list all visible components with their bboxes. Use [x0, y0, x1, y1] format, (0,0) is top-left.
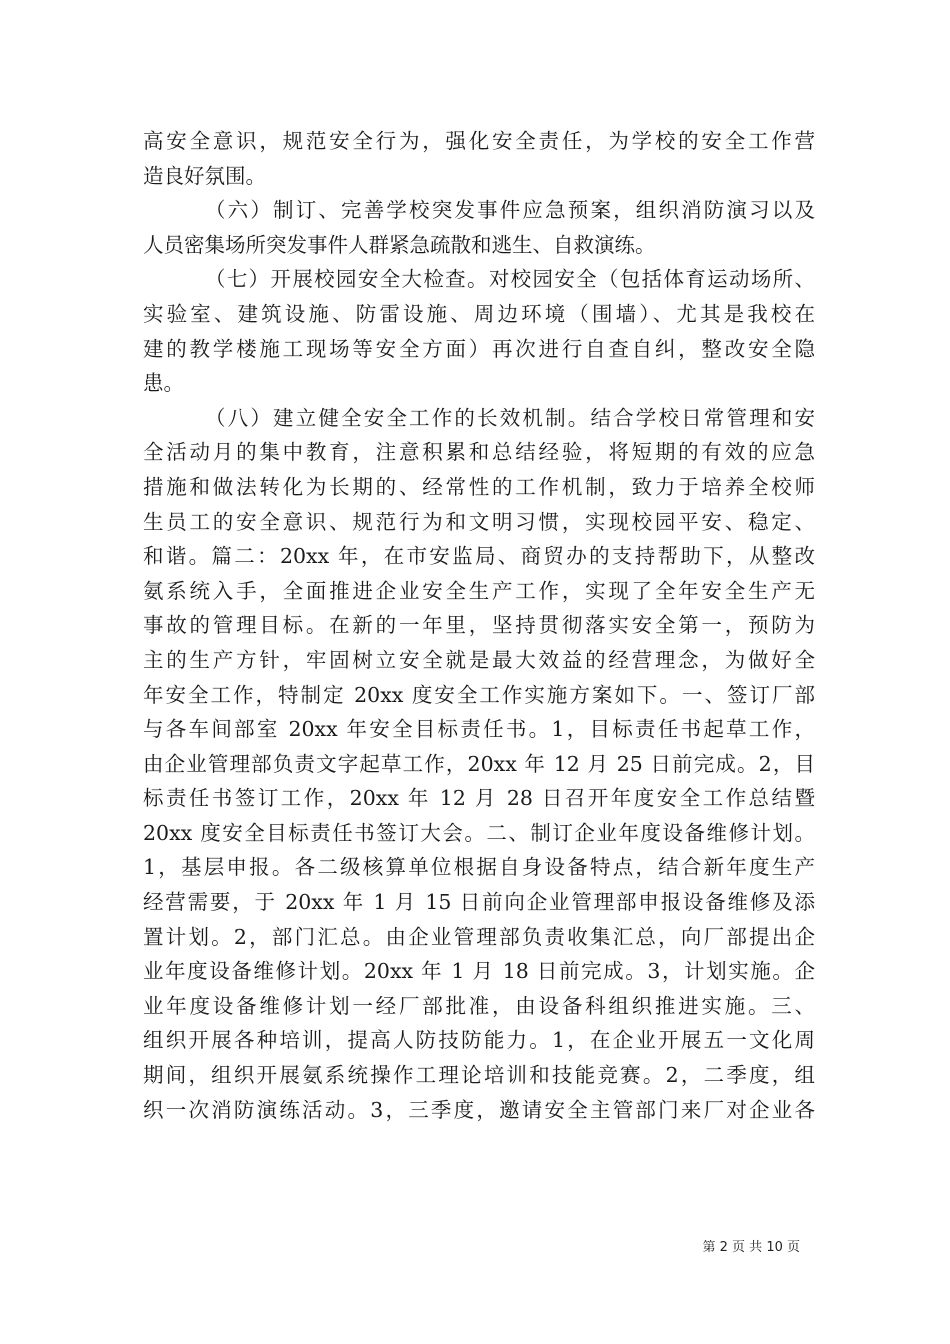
text-line: 主的生产方针，牢固树立安全就是最大效益的经营理念，为做好全 [143, 647, 815, 672]
text-line: 全活动月的集中教育，注意积累和总结经验，将短期的有效的应急 [143, 440, 815, 465]
text-line: 年安全工作，特制定 20xx 度安全工作实施方案如下。一、签订厂部 [143, 682, 815, 707]
text-line: 患。 [143, 371, 184, 396]
paragraph-item-7 [143, 262, 815, 400]
text-line: 组织开展各种培训，提高人防技防能力。1，在企业开展五一文化周 [143, 1028, 815, 1053]
text-line: 标责任书签订工作，20xx 年 12 月 28 日召开年度安全工作总结暨 [143, 786, 815, 811]
text-line: 置计划。2，部门汇总。由企业管理部负责收集汇总，向厂部提出企 [143, 924, 815, 949]
text-line: 造良好氛围。 [143, 163, 266, 188]
text-line: 建的教学楼施工现场等安全方面）再次进行自查自纠，整改安全隐 [143, 336, 815, 361]
text-line: 1，基层申报。各二级核算单位根据自身设备特点，结合新年度生产 [143, 855, 815, 880]
text-line: 事故的管理目标。在新的一年里，坚持贯彻落实安全第一，预防为 [143, 613, 815, 638]
text-line: （七）开展校园安全大检查。对校园安全（包括体育运动场所、 [205, 267, 815, 292]
paragraph-item-6 [143, 193, 815, 262]
text-line: 实验室、建筑设施、防雷设施、周边环境（围墙）、尤其是我校在 [143, 301, 815, 326]
text-line: 经营需要，于 20xx 年 1 月 15 日前向企业管理部申报设备维修及添 [143, 890, 815, 915]
text-line: 20xx 度安全目标责任书签订大会。二、制订企业年度设备维修计划。 [143, 820, 815, 845]
text-line: 与各车间部室 20xx 年安全目标责任书。1，目标责任书起草工作， [143, 717, 815, 742]
text-line: 生员工的安全意识、规范行为和文明习惯，实现校园平安、稳定、 [143, 509, 815, 534]
text-line: 织一次消防演练活动。3，三季度，邀请安全主管部门来厂对企业各 [143, 1097, 815, 1122]
text-line: （六）制订、完善学校突发事件应急预案，组织消防演习以及 [205, 198, 815, 223]
text-line: （八）建立健全安全工作的长效机制。结合学校日常管理和安 [205, 405, 815, 430]
text-line: 措施和做法转化为长期的、经常性的工作机制，致力于培养全校师 [143, 474, 815, 499]
text-line: 氨系统入手，全面推进企业安全生产工作，实现了全年安全生产无 [143, 578, 815, 603]
paragraph-item-8 [143, 401, 815, 1127]
text-line: 和谐。篇二：20xx 年，在市安监局、商贸办的支持帮助下，从整改 [143, 544, 815, 569]
text-line: 业年度设备维修计划。20xx 年 1 月 18 日前完成。3，计划实施。企 [143, 959, 815, 984]
page-number-footer: 第 2 页 共 10 页 [702, 1240, 800, 1255]
document-body [143, 124, 815, 1127]
text-line: 由企业管理部负责文字起草工作，20xx 年 12 月 25 日前完成。2，目 [143, 751, 815, 776]
text-line: 期间，组织开展氨系统操作工理论培训和技能竞赛。2，二季度，组 [143, 1063, 815, 1088]
text-line: 人员密集场所突发事件人群紧急疏散和逃生、自救演练。 [143, 232, 656, 257]
text-line: 高安全意识，规范安全行为，强化安全责任，为学校的安全工作营 [143, 129, 815, 153]
text-line: 业年度设备维修计划一经厂部批准，由设备科组织推进实施。三、 [143, 993, 815, 1018]
paragraph-continued [143, 124, 815, 193]
